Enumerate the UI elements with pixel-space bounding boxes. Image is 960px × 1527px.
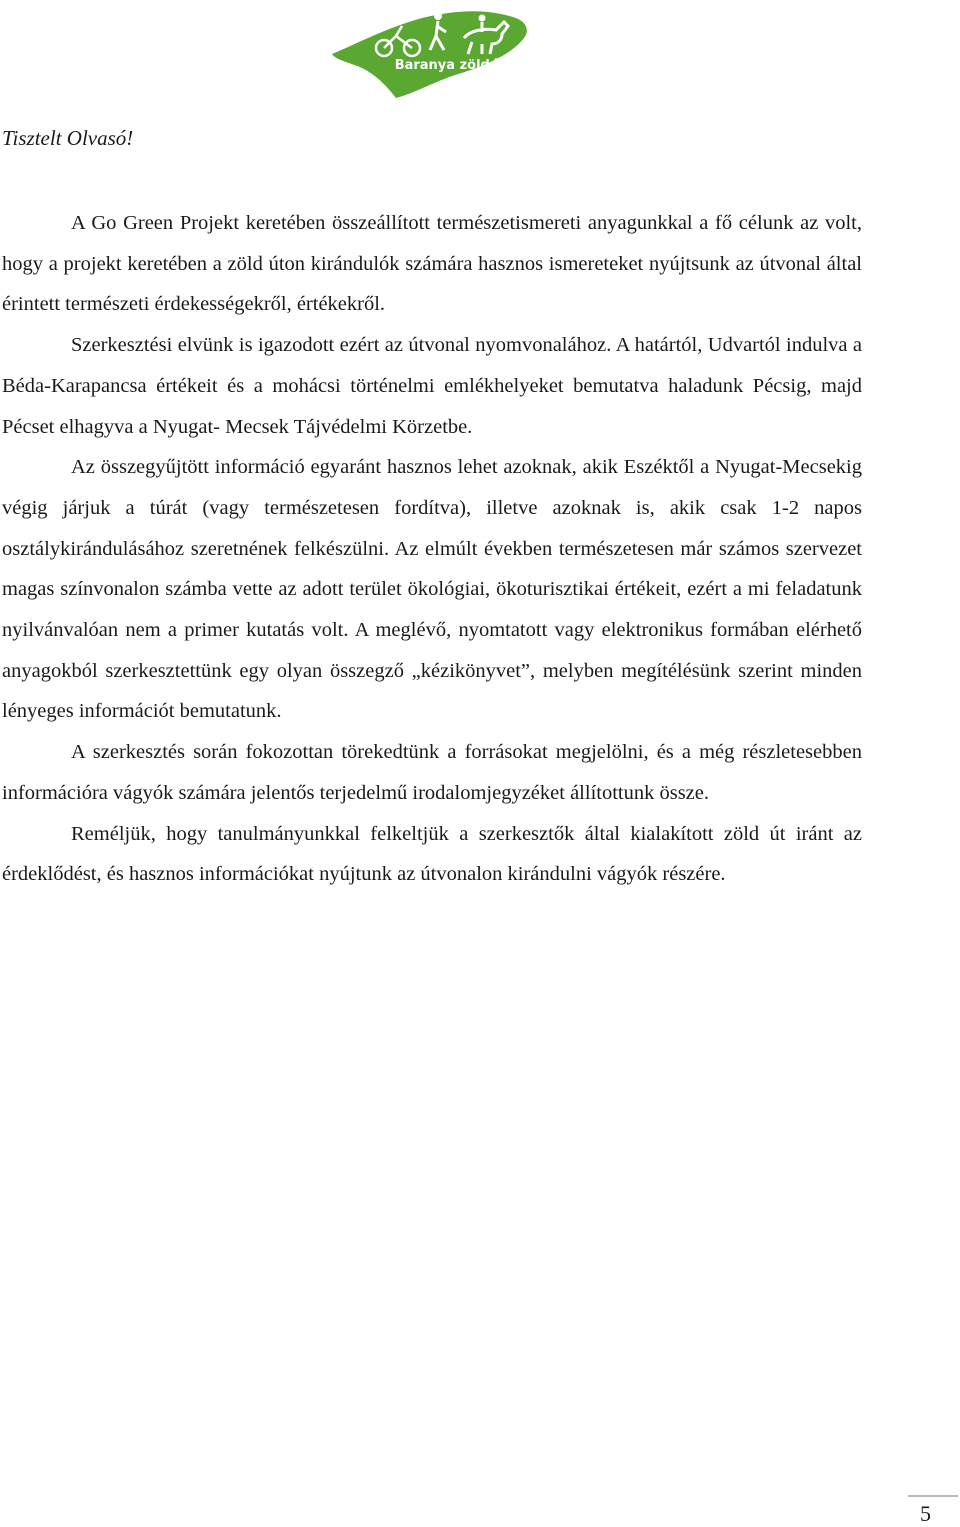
footer-divider <box>908 1495 958 1497</box>
greeting: Tisztelt Olvasó! <box>2 126 134 150</box>
paragraph-5: Reméljük, hogy tanulmányunkkal felkeltjük a szerkesztők által kialakított zöld út iránt az érdeklődést, és hasznos információkat nyújtunk az útvonalon kirándulni vágyók részére. <box>2 822 862 886</box>
page-number: 5 <box>920 1501 931 1526</box>
paragraph-4: A szerkesztés során fokozottan törekedtünk a forrásokat megjelölni, és a még részletesebben információra vágyók számára jelentős terjedelmű irodalomjegyzéket állítottunk össze. <box>2 741 862 804</box>
body-text <box>2 203 862 895</box>
logo-graphic <box>326 4 532 100</box>
baranya-zoldut-logo <box>326 4 532 100</box>
paragraph-2: Szerkesztési elvünk is igazodott ezért az útvonal nyomvonalához. A határtól, Udvartól indulva a Béda-Karapancsa értékeit és a mohácsi történelmi emlékhelyeket bemutatva haladunk Pécsig, majd Pécset elhagyva a Nyugat- Mecsek Tájvédelmi Körzetbe. <box>2 334 862 438</box>
paragraph-3: Az összegyűjtött információ egyaránt hasznos lehet azoknak, akik Eszéktől a Nyugat-Mecsekig végig járjuk a túrát (vagy természetesen fordítva), illetve azoknak is, akik csak 1-2 napos osztálykirándulásához szeretnének felkészülni. Az elmúlt években természetesen már számos szervezet magas színvonalon számba vette az adott terület ökológiai, ökoturisztikai értékeit, ezért a mi feladatunk nyilvánvalóan nem a primer kutatás volt. A meglévő, nyomtatott vagy elektronikus formában elérhető anyagokból szerkesztettünk egy olyan összegző „kézikönyvet”, melyben megítélésünk szerint minden lényeges információt bemutatunk. <box>2 456 862 723</box>
logo-text: Baranya zöldút <box>394 58 506 73</box>
paragraph-1: A Go Green Projekt keretében összeállított természetismereti anyagunkkal a fő célunk az volt, hogy a projekt keretében a zöld úton kirándulók számára hasznos ismereteket nyújtsunk az útvonal által érintett természeti érdekességekről, értékekről. <box>2 212 862 316</box>
